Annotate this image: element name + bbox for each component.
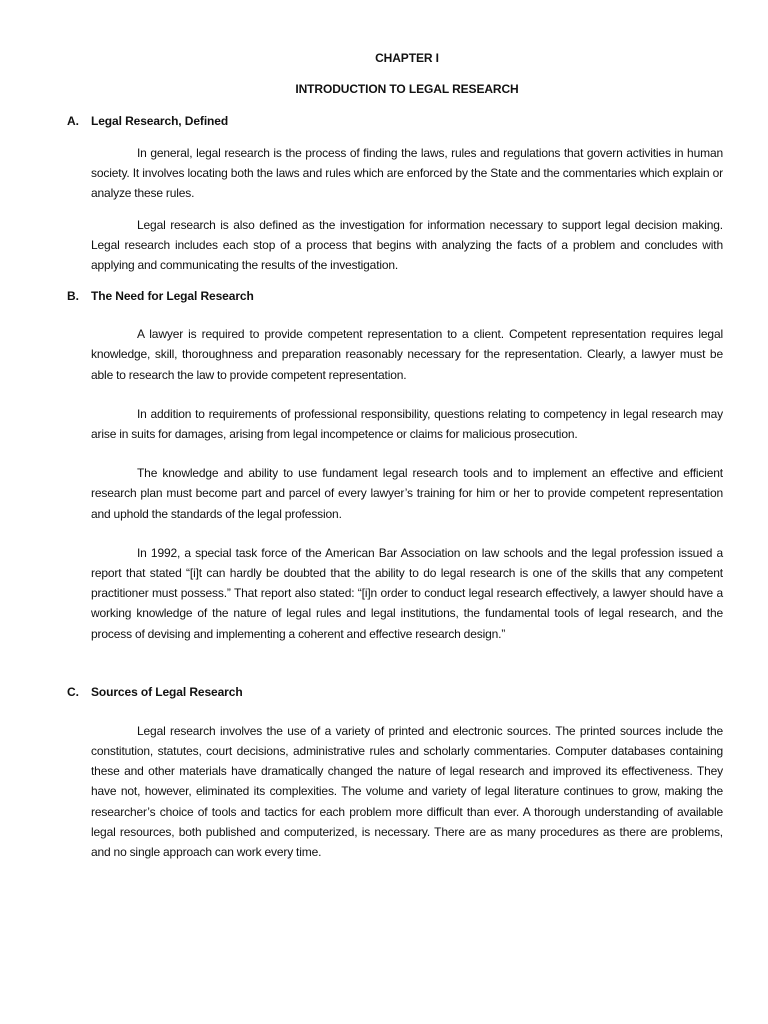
section-c [67, 682, 723, 862]
paragraph: In general, legal research is the process of finding the laws, rules and regulations that govern activities in human society. It involves locating both the laws and rules which are enforced by the State and the commentaries which explain or analyze these rules. [91, 146, 723, 201]
document-content [67, 48, 723, 862]
section-letter: A. [67, 114, 79, 128]
paragraph: In addition to requirements of professional responsibility, questions relating to competency in legal research may arise in suits for damages, arising from legal incompetence or claims for malicious prosecution. [91, 406, 723, 442]
paragraph: A lawyer is required to provide competent representation to a client. Competent representation requires legal knowledge, skill, thoroughness and preparation reasonably necessary for the representation. Clearly, a lawyer must be able to research the law to provide competent representation. [91, 327, 723, 382]
section-letter: C. [67, 684, 79, 699]
section-heading-text: The Need for Legal Research [91, 289, 254, 304]
paragraph: The knowledge and ability to use fundament legal research tools and to implement an effective and efficient research plan must become part and parcel of every lawyer’s training for him or her to provide competent representation and uphold the standards of the legal profession. [91, 466, 723, 521]
section-heading-text: Legal Research, Defined [91, 114, 229, 128]
paragraph: In 1992, a special task force of the American Bar Association on law schools and the legal profession issued a report that stated “[i]t can hardly be doubted that the ability to do legal research is one of the skills that any competent practitioner must possess.” That report also stated: “[i]n order to conduct legal research effectively, a lawyer should have a working knowledge of the nature of legal rules and legal institutions, the fundamental tools of legal research, and the process of devising and implementing a coherent and effective research design.” [91, 545, 723, 641]
paragraph: Legal research is also defined as the investigation for information necessary to support legal decision making. Legal research includes each stop of a process that begins with analyzing the facts of a problem and concludes with applying and communicating the results of the investigation. [91, 217, 723, 273]
chapter-label: CHAPTER I [375, 51, 439, 65]
paragraph: Legal research involves the use of a variety of printed and electronic sources. The printed sources include the constitution, statutes, court decisions, administrative rules and scholarly commentaries. Computer databases containing these and other materials have dramatically changed the nature of legal research and improved its effectiveness. They have not, however, eliminated its complexities. The volume and variety of legal literature continues to grow, making the researcher’s choice of tools and tactics for each problem more difficult than ever. A thorough understanding of available legal resources, both published and computerized, is necessary. There are as many procedures as there are problems, and no single approach can work every time. [91, 723, 723, 860]
chapter-title: INTRODUCTION TO LEGAL RESEARCH [295, 82, 519, 96]
section-b [67, 286, 723, 644]
section-heading-text: Sources of Legal Research [91, 684, 243, 699]
section-heading [67, 111, 723, 131]
section-a [67, 111, 723, 275]
section-letter: B. [67, 289, 79, 304]
section-heading [67, 286, 723, 306]
section-heading [67, 682, 723, 702]
